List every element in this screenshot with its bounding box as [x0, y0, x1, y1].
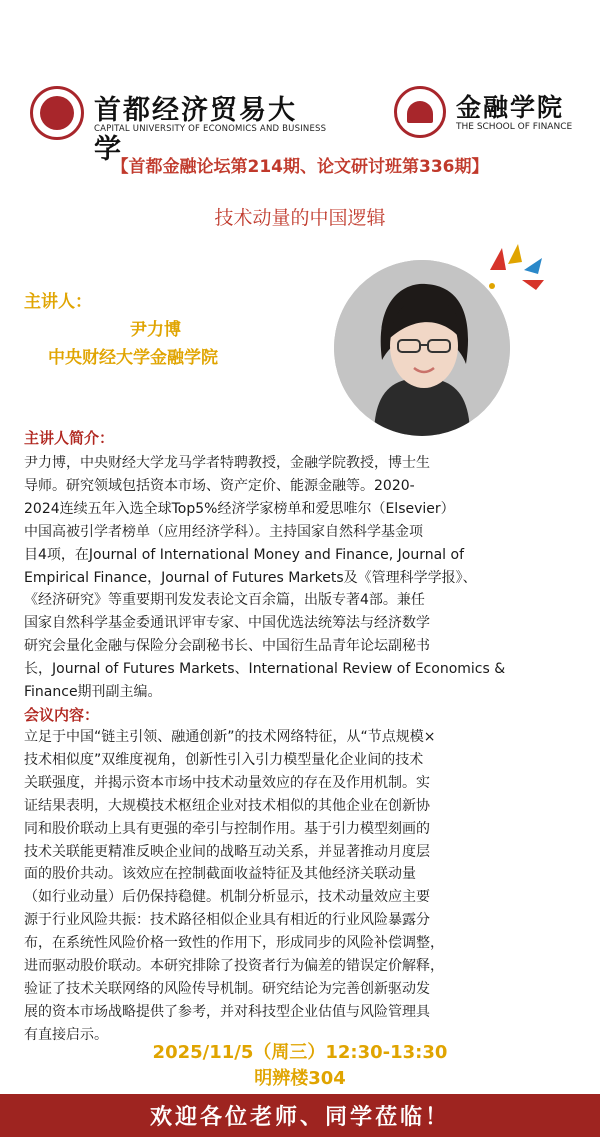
- content-line: 进而驱动股价联动。本研究排除了投资者行为偏差的错误定价解释，: [24, 958, 444, 975]
- university-name-en: CAPITAL UNIVERSITY OF ECONOMICS AND BUSINESS: [94, 124, 327, 134]
- welcome-banner: [0, 1094, 600, 1137]
- school-seal-icon: [394, 86, 446, 138]
- bio-line: 目4项，在Journal of International Money and Finance, Journal of: [24, 546, 465, 563]
- university-name-cn: 首都经济贸易大学: [94, 95, 297, 165]
- bio-text: [24, 452, 580, 704]
- bio-label: 主讲人简介：: [24, 429, 115, 447]
- university-logo: [30, 86, 327, 165]
- bio-line: 导师。研究领域包括资本市场、资产定价、能源金融等。2020-: [24, 477, 415, 494]
- welcome-text: 欢迎各位老师、同学莅临！: [149, 1104, 450, 1130]
- bio-line: 国家自然科学基金委通讯评审专家、中国优选法统筹法与经济数学: [24, 615, 430, 632]
- content-line: 同和股价联动上具有更强的牵引与控制作用。基于引力模型刻画的: [24, 820, 430, 837]
- school-name-en: THE SCHOOL OF FINANCE: [456, 122, 573, 132]
- content-line: 立足于中国“链主引领、融通创新”的技术网络特征，从“节点规模×: [24, 729, 436, 745]
- content-line: 验证了技术关联网络的风险传导机制。研究结论为完善创新驱动发: [24, 980, 430, 997]
- talk-title: 技术动量的中国逻辑: [214, 207, 386, 229]
- bio-line: 中国高被引学者榜单（应用经济学科）。主持国家自然科学基金项: [24, 523, 423, 540]
- content-line: 关联强度，并揭示资本市场中技术动量效应的存在及作用机制。实: [24, 774, 430, 791]
- bio-line: 2024连续五年入选全球Top5%经济学家榜单和爱思唯尔（Elsevier）: [24, 500, 455, 517]
- event-venue: 明辨楼304: [254, 1068, 346, 1089]
- content-line: 展的资本市场战略提供了参考，并对科技型企业估值与风险管理具: [24, 1003, 430, 1020]
- speaker-institution: 中央财经大学金融学院: [48, 348, 218, 368]
- content-line: 技术相似度”双维度视角，创新性引入引力模型量化企业间的技术: [24, 751, 424, 768]
- content-line: （如行业动量）后仍保持稳健。机制分析显示，技术动量效应主要: [24, 889, 430, 906]
- bio-line: Empirical Finance，Journal of Futures Markets及《管理科学学报》、: [24, 569, 477, 586]
- content-line: 有直接启示。: [24, 1026, 108, 1043]
- content-line: 面的股价共动。该效应在控制截面收益特征及其他经济关联动量: [24, 866, 416, 883]
- confetti-decoration-icon: [480, 240, 550, 300]
- content-text: [24, 726, 580, 1047]
- school-name-cn: 金融学院: [456, 93, 565, 122]
- forum-heading: 【首都金融论坛第214期、论文研讨班第336期】: [111, 157, 489, 177]
- speaker-name: 尹力博: [130, 320, 181, 340]
- bio-line: 尹力博，中央财经大学龙马学者特聘教授，金融学院教授，博士生: [24, 455, 430, 471]
- university-seal-icon: [30, 86, 84, 140]
- content-label: 会议内容：: [24, 706, 100, 724]
- bio-line: 长，Journal of Futures Markets、International Review of Economics &: [24, 661, 506, 678]
- school-logo: [394, 86, 574, 142]
- content-line: 证结果表明，大规模技术枢纽企业对技术相似的其他企业在创新协: [24, 797, 430, 814]
- bio-line: 研究会量化金融与保险分会副秘书长、中国衍生品青年论坛副秘书: [24, 638, 430, 655]
- event-datetime: 2025/11/5（周三）12:30-13:30: [152, 1042, 448, 1063]
- content-line: 技术关联能更精准反映企业间的战略互动关系，并显著推动月度层: [24, 843, 430, 860]
- content-line: 布，在系统性风险价格一致性的作用下，形成同步的风险补偿调整，: [24, 935, 444, 952]
- content-line: 源于行业风险共振：技术路径相似企业具有相近的行业风险暴露分: [24, 912, 430, 929]
- bio-line: 《经济研究》等重要期刊发发表论文百余篇，出版专著4部。兼任: [24, 592, 425, 609]
- bio-line: Finance期刊副主编。: [24, 684, 162, 701]
- speaker-label: 主讲人：: [24, 292, 92, 312]
